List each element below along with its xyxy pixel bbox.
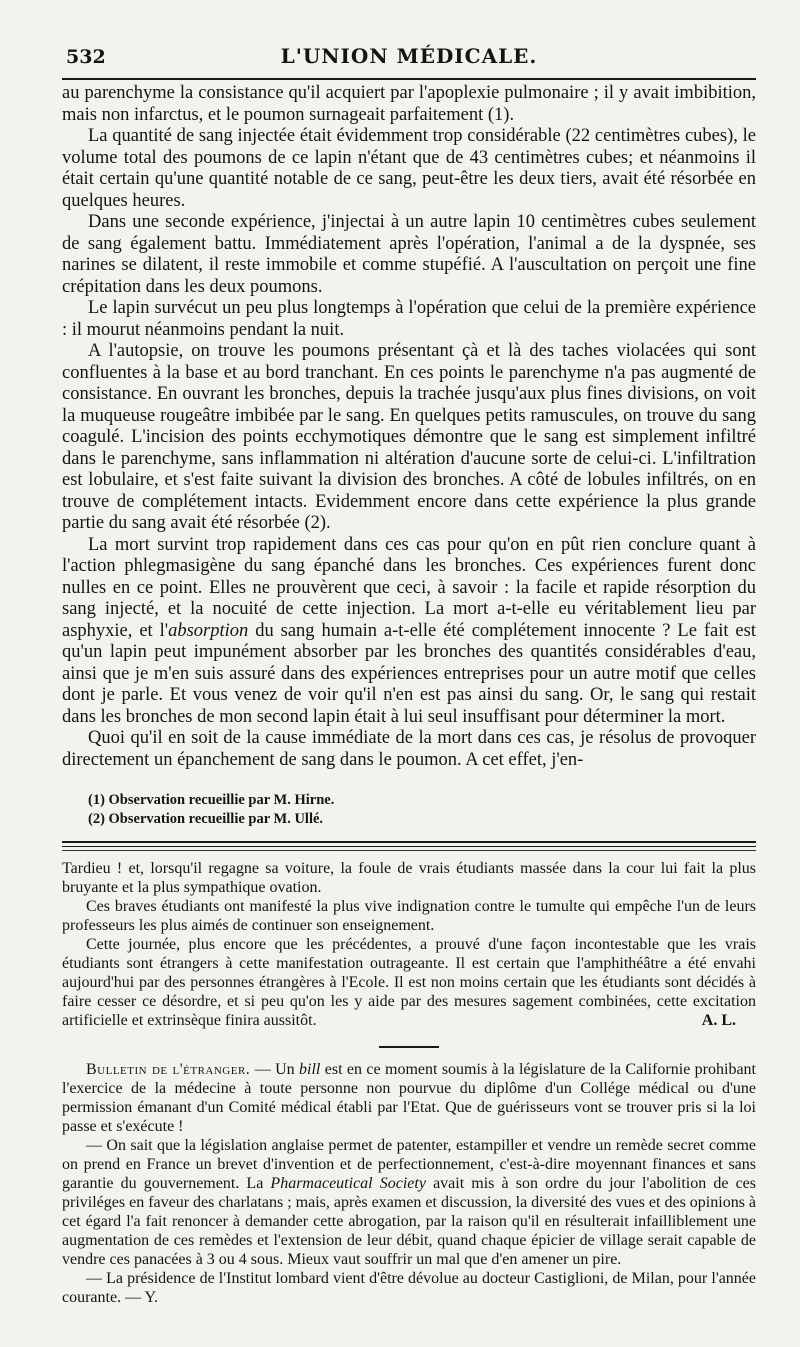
header-rule bbox=[62, 78, 756, 80]
paragraph-1: au parenchyme la consistance qu'il acquiert par l'apoplexie pulmonaire ; il y avait imbibition, mais non infarctus, et le poumon surnageait parfaitement (1). bbox=[62, 83, 756, 125]
bulletin-paragraph-2 bbox=[62, 1136, 756, 1269]
feuilleton-divider bbox=[62, 841, 756, 847]
bulletin-paragraph-3: — La présidence de l'Institut lombard vient d'être dévolue au docteur Castiglioni, de Milan, pour l'année courante. — Y. bbox=[62, 1270, 756, 1306]
page-number: 532 bbox=[66, 46, 106, 68]
bulletin-1-italic: bill bbox=[299, 1061, 321, 1078]
bulletin-2-text-a: — On sait que la législation anglaise permet de patenter, estampiller et vendre un remède secret comme on prend en France un brevet d'invention et de perfectionnement, c'est-à-dire moyennant finances et sans garantie du gouvernement. La bbox=[62, 1137, 756, 1192]
paragraph-4: Le lapin survécut un peu plus longtemps à l'opération que celui de la première expérience : il mourut néanmoins pendant la nuit. bbox=[62, 298, 756, 340]
bulletin-2-text-b: avait mis à son ordre du jour l'abolition de ces priviléges en faveur des charlatans ; mais, après examen et discussion, la diversité des vues et des opinions à cet égard l'a fait renoncer à demander cette abrogation, par la raison qu'il en résulterait infailliblement une augmentation de ces remèdes et l'extension de leur débit, quand chaque épicier de village serait capable de vendre ces panacées à 3 ou 4 sous. Mieux vaut souffrir un mal que d'en amener un pire. bbox=[62, 1175, 757, 1268]
bulletin bbox=[62, 1060, 756, 1307]
paragraph-7: Quoi qu'il en soit de la cause immédiate de la mort dans ces cas, je résolus de provoquer directement un épanchement de sang dans le poumon. A cet effet, j'en- bbox=[62, 728, 756, 770]
bulletin-paragraph-1 bbox=[62, 1060, 756, 1136]
paragraph-5: A l'autopsie, on trouve les poumons présentant çà et là des taches violacées qui sont confluentes à la base et au bord tranchant. En ces points le parenchyme n'a pas augmenté de consistance. En ouvrant les bronches, depuis la trachée jusqu'aux plus fines divisions, on voit la muqueuse rougeâtre imbibée par le sang. En quelques petits ramuscules, on trouve du sang coagulé. L'incision des points ecchymotiques démontre que le sang est simplement infiltré dans le parenchyme, sans inflammation ni altération d'aucune sorte de celui-ci. L'infiltration est lobulaire, et s'est faite suivant la division des bronches. A côté de lobules infiltrés, on en trouve de complétement intacts. Evidemment encore dans cette expérience la plus grande partie du sang avait été résorbée (2). bbox=[62, 341, 756, 533]
paragraph-6-text-b: du sang humain a-t-elle été complétement innocente ? Le fait est qu'un lapin peut impunément absorber par les bronches des quantités considérables d'eau, ainsi que je m'en suis assuré dans des expériences entreprises pour un autre motif que celles dont je parle. Et vous venez de voir qu'il n'en est pas ainsi du sang. Or, le sang qui restait dans les bronches de mon second lapin était à lui seul insuffisant pour déterminer la mort. bbox=[62, 620, 756, 727]
section-rule bbox=[379, 1046, 439, 1048]
running-header bbox=[62, 26, 756, 72]
bulletin-label: Bulletin de l'étranger. bbox=[86, 1061, 251, 1078]
paragraph-3: Dans une seconde expérience, j'injectai à un autre lapin 10 centimètres cubes seulement de sang également battu. Immédiatement après l'opération, l'animal a de la dyspnée, ses narines se dilatent, il reste immobile et comme stupéfié. A l'auscultation on perçoit une fine crépitation dans les deux poumons. bbox=[62, 212, 756, 297]
signature: A. L. bbox=[701, 1012, 736, 1029]
feuilleton-divider-thin bbox=[62, 850, 756, 851]
feuilleton-paragraph-1: Tardieu ! et, lorsqu'il regagne sa voiture, la foule de vrais étudiants massée dans la cour lui fait la plus bruyante et la plus sympathique ovation. bbox=[62, 860, 756, 896]
bulletin-1-text-a: — Un bbox=[250, 1061, 300, 1078]
feuilleton-paragraph-3: Cette journée, plus encore que les précédentes, a prouvé d'une façon incontestable que les vrais étudiants sont étrangers à cette manifestation outrageante. Il est certain que l'amphithéâtre a été envahi aujourd'hui par des personnes étrangères à l'Ecole. Il est non moins certain que les étudiants sont décidés à faire cesser ce désordre, et si peu qu'on les y aide par des mesures sagement combinées, cette excitation artificielle et extrinsèque finira aussitôt. bbox=[62, 936, 756, 1029]
feuilleton-paragraph-2: Ces braves étudiants ont manifesté la plus vive indignation contre le tumulte qui empêche l'un de leurs professeurs les plus aimés de continuer son enseignement. bbox=[62, 898, 756, 934]
footnotes bbox=[62, 791, 756, 829]
journal-title: L'UNION MÉDICALE. bbox=[280, 44, 538, 68]
feuilleton bbox=[62, 859, 756, 1307]
bulletin-1-text-b: est en ce moment soumis à la législature de la Californie prohibant l'exercice de la médecine à toute personne non pourvue du diplôme d'un Collége médical ou d'une permission émanant d'un Comité médical établi par l'Etat. Que de guérisseurs vont se trouver pris si la loi passe et s'exécute ! bbox=[62, 1061, 757, 1135]
bulletin-2-italic: Pharmaceutical Society bbox=[270, 1175, 426, 1192]
footnote-2: (2) Observation recueillie par M. Ullé. bbox=[88, 811, 324, 827]
paragraph-6 bbox=[62, 535, 756, 729]
paragraph-6-text-a: La mort survint trop rapidement dans ces cas pour qu'on en pût rien conclure quant à l'action phlegmasigène du sang épanché dans les bronches. Ces expériences furent donc nulles en ce point. Elles ne prouvèrent que ceci, à savoir : la facile et rapide résorption du sang injecté, et la nocuité de cette injection. La mort a-t-elle eu véritablement lieu par asphyxie, et l' bbox=[62, 534, 756, 641]
paragraph-6-italic: absorption bbox=[168, 620, 249, 641]
footnote-1: (1) Observation recueillie par M. Hirne. bbox=[88, 792, 335, 808]
article-body bbox=[62, 83, 756, 771]
paragraph-2: La quantité de sang injectée était évidemment trop considérable (22 centimètres cubes), le volume total des poumons de ce lapin n'étant que de 43 centimètres cubes; et néanmoins il était certain qu'une quantité notable de ce sang, peut-être les deux tiers, avait été résorbée en quelques heures. bbox=[62, 126, 756, 211]
